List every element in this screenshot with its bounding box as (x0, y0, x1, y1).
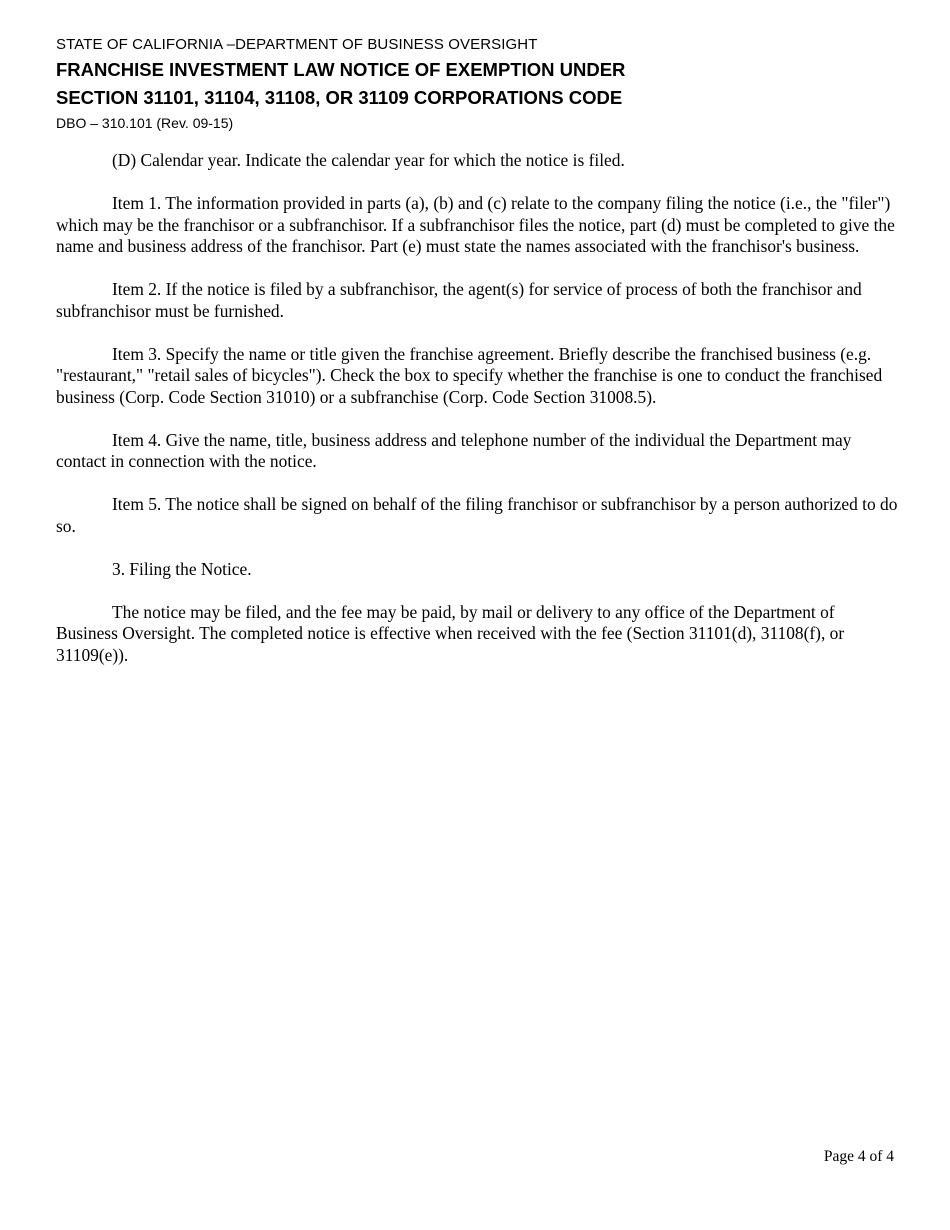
paragraph-item-5: Item 5. The notice shall be signed on behalf of the filing franchisor or subfranchisor by a person authorized to do so. (56, 494, 898, 536)
instructions-body (56, 150, 898, 688)
page-number: Page 4 of 4 (823, 1148, 894, 1165)
agency-name: STATE OF CALIFORNIA –DEPARTMENT OF BUSINESS OVERSIGHT (56, 36, 538, 53)
paragraph-item-4: Item 4. Give the name, title, business address and telephone number of the individual the Department may contact in connection with the notice. (56, 429, 852, 471)
form-title-line-2: SECTION 31101, 31104, 31108, OR 31109 CORPORATIONS CODE (56, 87, 623, 108)
form-number: DBO – 310.101 (Rev. 09-15) (56, 115, 234, 131)
form-header (56, 34, 896, 134)
section-heading-filing: 3. Filing the Notice. (112, 558, 252, 579)
paragraph-item-1: Item 1. The information provided in parts (a), (b) and (c) relate to the company filing the notice (i.e., the "filer") which may be the franchisor or a subfranchisor. If a subfranchisor files the notice, part (d) must be completed to give the name and business address of the franchisor. Part (e) must state the names associated with the franchisor's business. (56, 193, 895, 256)
paragraph-item-2: Item 2. If the notice is filed by a subfranchisor, the agent(s) for service of process of both the franchisor and subfranchisor must be furnished. (56, 279, 862, 321)
form-title-line-1: FRANCHISE INVESTMENT LAW NOTICE OF EXEMPTION UNDER (56, 59, 626, 80)
paragraph-item-3: Item 3. Specify the name or title given the franchise agreement. Briefly describe the franchised business (e.g. "restaurant," "retail sales of bicycles"). Check the box to specify whether the franchise is one to conduct the franchised business (Corp. Code Section 31010) or a subfranchise (Corp. Code Section 31008.5). (56, 343, 883, 407)
paragraph-calendar-year: (D) Calendar year. Indicate the calendar year for which the notice is filed. (112, 150, 625, 170)
paragraph-filing-notice: The notice may be filed, and the fee may be paid, by mail or delivery to any office of the Department of Business Oversight. The completed notice is effective when received with the fee (Section 31101(d), 31108(f), or 31109(e)). (56, 601, 845, 665)
